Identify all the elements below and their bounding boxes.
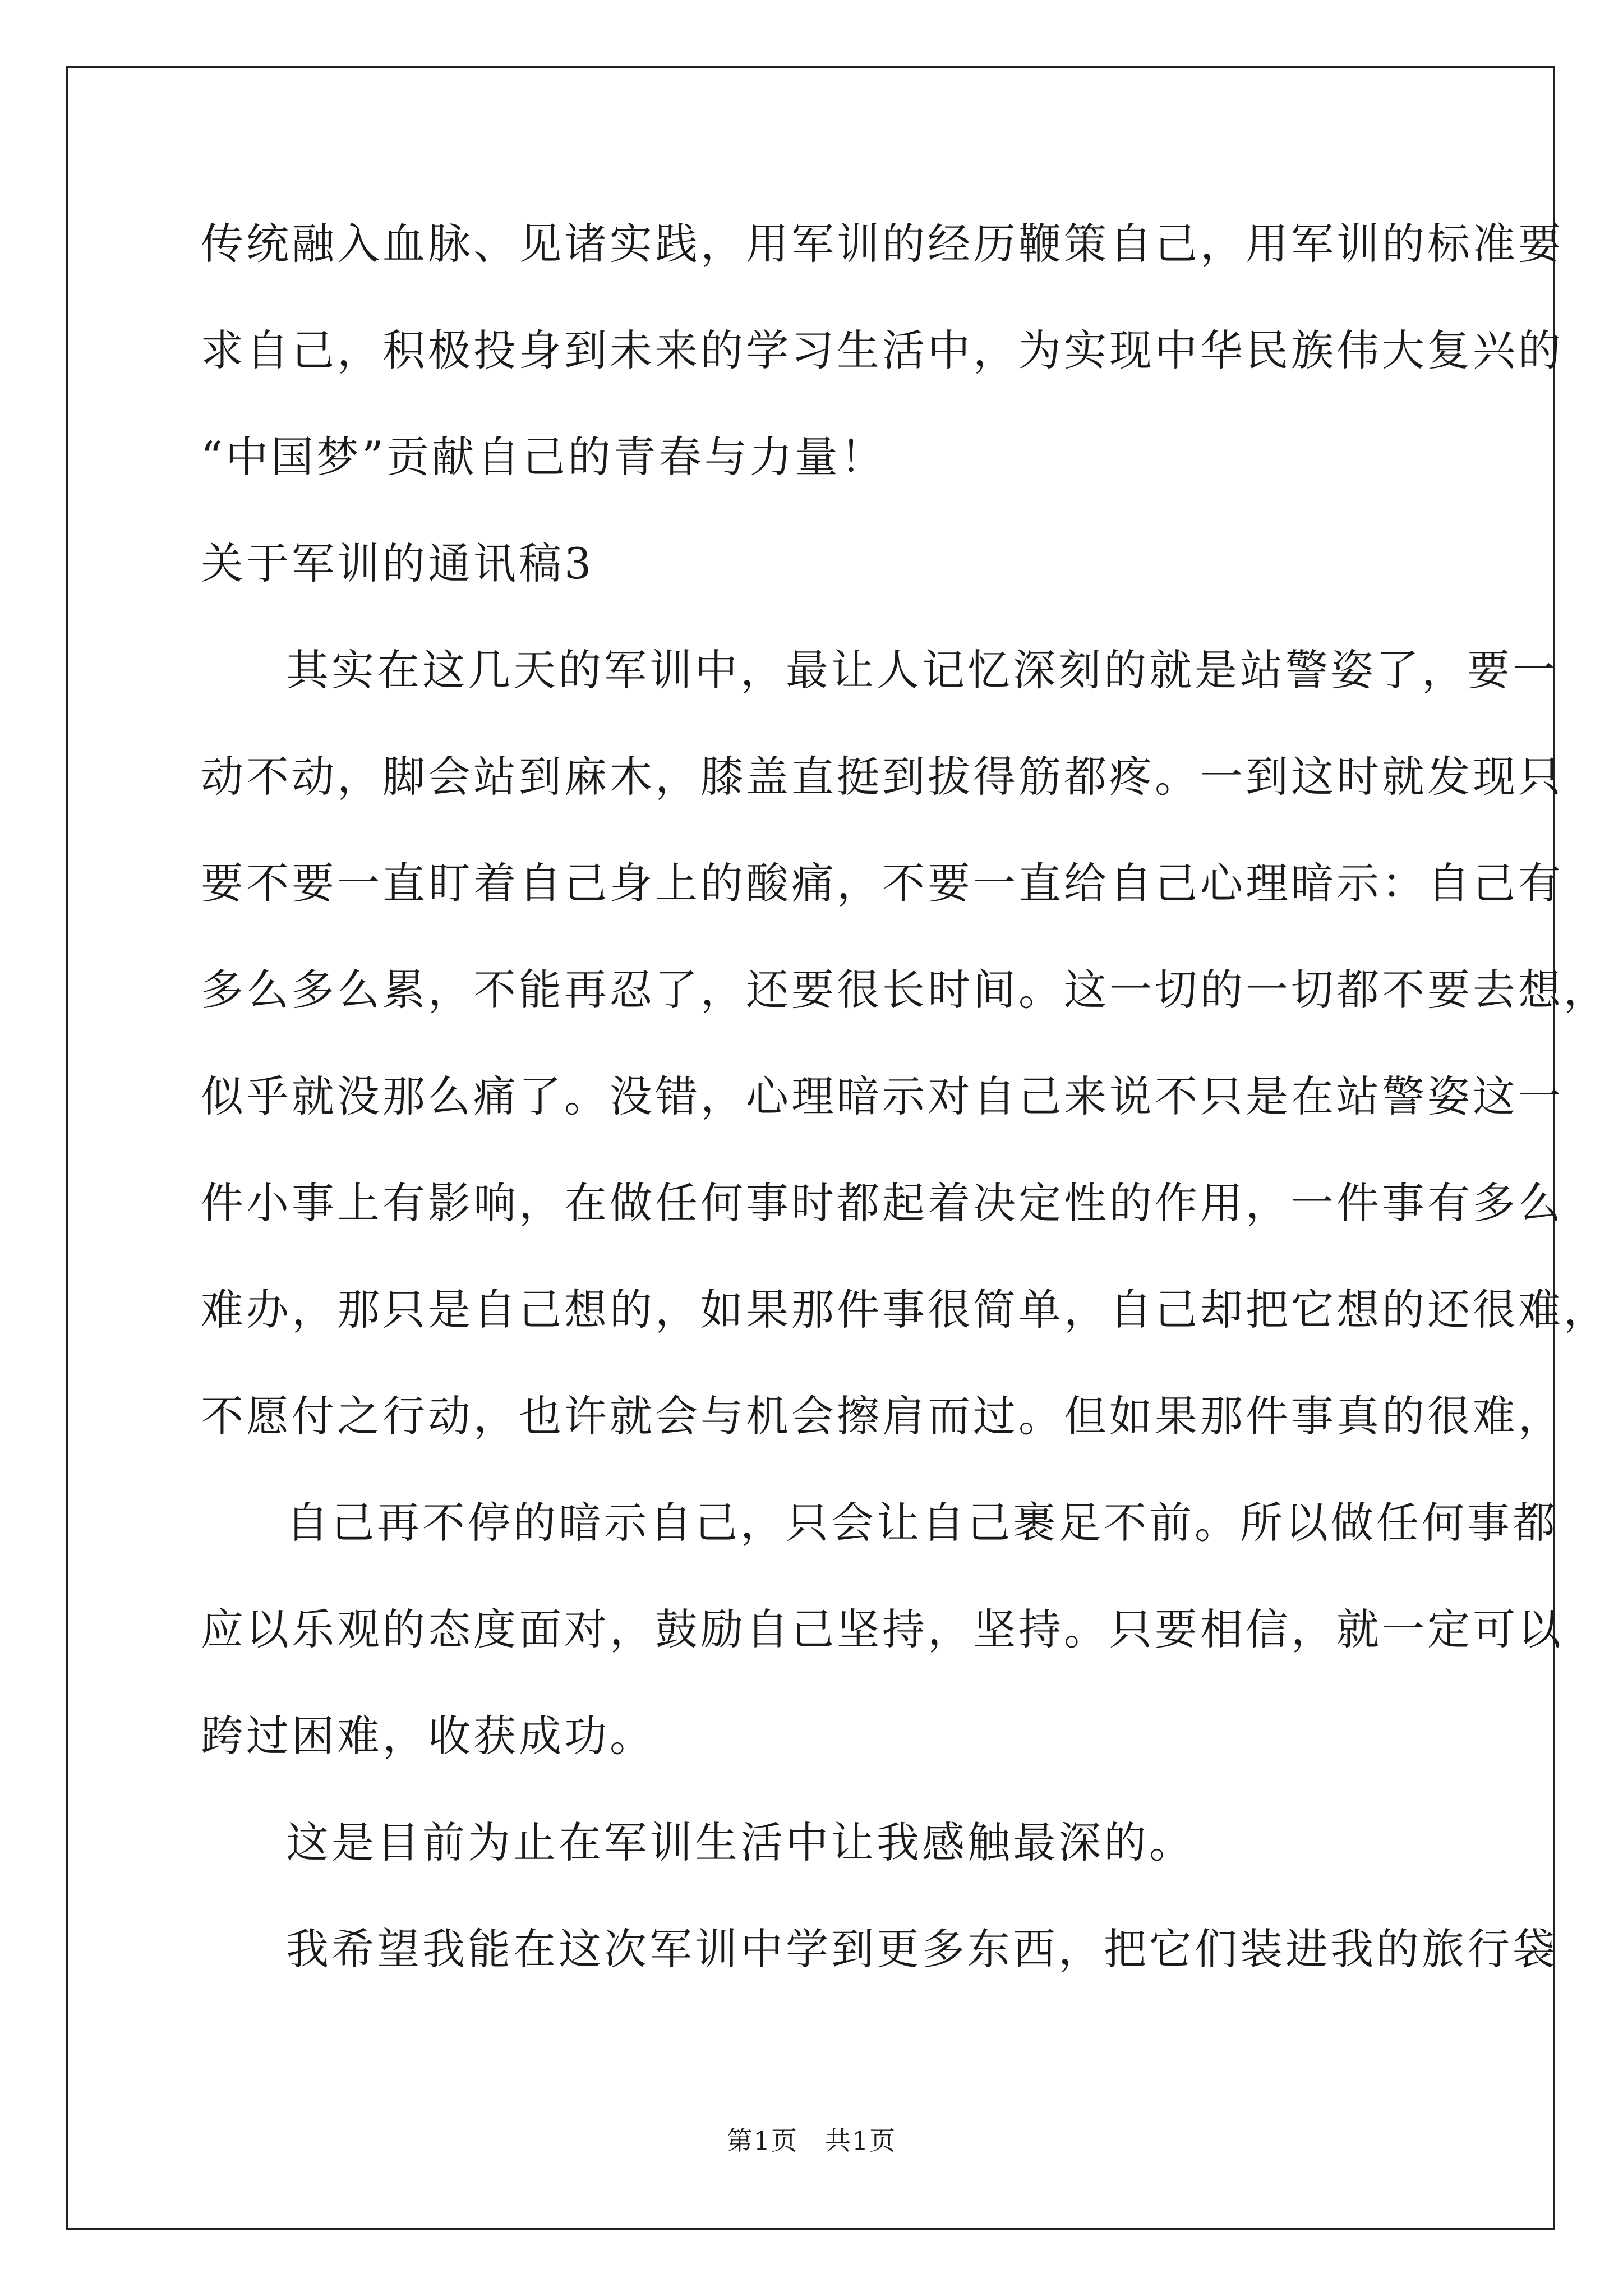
text-line: 件小事上有影响，在做任何事时都起着决定性的作用，一件事有多么 [201, 1178, 1564, 1228]
text-line: 传统融入血脉、见诸实践，用军训的经历鞭策自己，用军训的标准要 [201, 219, 1564, 269]
section-heading: 关于军训的通讯稿3 [201, 539, 594, 588]
text-line: 要不要一直盯着自己身上的酸痛，不要一直给自己心理暗示：自己有 [201, 858, 1564, 908]
text-line: 不愿付之行动，也许就会与机会擦肩而过。但如果那件事真的很难， [201, 1391, 1564, 1441]
text-line: 似乎就没那么痛了。没错，心理暗示对自己来说不只是在站警姿这一 [201, 1071, 1564, 1121]
text-line: 应以乐观的态度面对，鼓励自己坚持，坚持。只要相信，就一定可以 [201, 1604, 1564, 1654]
document-body [201, 208, 1609, 2019]
text-line: 我希望我能在这次军训中学到更多东西，把它们装进我的旅行袋 [286, 1924, 1558, 1974]
text-line: 求自己，积极投身到未来的学习生活中，为实现中华民族伟大复兴的 [201, 325, 1564, 375]
text-line: 多么多么累，不能再忍了，还要很长时间。这一切的一切都不要去想， [201, 965, 1609, 1015]
text-line: 难办，那只是自己想的，如果那件事很简单，自己却把它想的还很难， [201, 1285, 1609, 1335]
text-line: 其实在这几天的军训中，最让人记忆深刻的就是站警姿了，要一 [286, 645, 1558, 695]
text-line: 动不动，脚会站到麻木，膝盖直挺到拔得筋都疼。一到这时就发现只 [201, 752, 1564, 802]
text-line: “中国梦”贡献自己的青春与力量！ [201, 432, 886, 482]
text-line: 这是目前为止在军训生活中让我感触最深的。 [286, 1818, 1195, 1867]
page-number: 第1页 共1页 [726, 2125, 897, 2156]
text-line: 跨过困难，收获成功。 [201, 1711, 655, 1761]
text-line: 自己再不停的暗示自己，只会让自己裹足不前。所以做任何事都 [286, 1498, 1558, 1548]
